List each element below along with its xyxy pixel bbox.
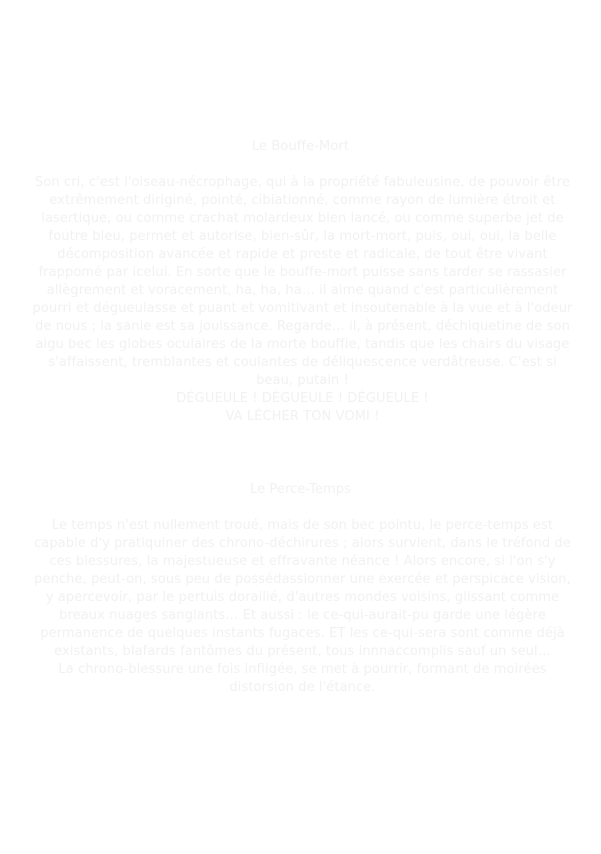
paragraph: La chrono-blessure une fois infligée, se met à pourrir, formant de moirées distorsion de l'étance. bbox=[58, 662, 547, 695]
section-title-perce-temps: Le Perce-Temps bbox=[249, 482, 352, 497]
section-body-perce-temps bbox=[30, 517, 575, 697]
section-title-bouffe-mort: Le Bouffe-Mort bbox=[251, 139, 350, 154]
section-body-bouffe-mort bbox=[30, 174, 575, 426]
paragraph: Son cri, c'est l'oiseau-nécrophage, qui à la propriété fabuleusine, de pouvoir être extrêmement diriginé, pointé, cibiationné, comme rayon de lumière étroit et lasertique, ou comme crachat molardeux bien lancé, ou comme superbe jet de foutre bleu, permet et autorise, bien-sûr, la mort-mort, puis, oui, oui, la belle décomposition avancée et rapide et preste et radicale, de tout être vivant frappomé par icelui. En sorte que le bouffe-mort puisse sans tarder se rassasier allègrement et voracement, ha, ha, ha… il aime quand c'est particulièrement pourri et dégueulasse et puant et vomitivant et insoutenable à la vue et à l'odeur de nous ; la sanie est sa jouissance. Regarde… il, à présent, déchiquetine de son aigu bec les globes oculaires de la morte bouffie, tandis que les chairs du visage s'affaissent, tremblantes et coulantes de déliquescence verdâtreuse. C'est si beau, putain ! bbox=[32, 175, 573, 388]
paragraph-exclamation: VA LÉCHER TON VOMI ! bbox=[225, 409, 380, 424]
paragraph: Le temps n'est nullement troué, mais de son bec pointu, le perce-temps est capable d'y pratiquiner des chrono-déchirures ; alors survient, dans le tréfond de ces blessures, la majestueuse et effravante néance ! Alors encore, si l'on s'y penche, peut-on, sous peu de possédassionner une exercée et perspicace vision, y apercevoir, par le pertuis dorailié, d'autres mondes voisins, glissant comme breaux nuages sanglants… Et aussi : le ce-qui-aurait-pu garde une légère permanence de quelques instants fugaces. ET les ce-qui-sera sont comme déjà existants, blafards fantômes du présent, tous innnaccomplis sauf un seul… bbox=[34, 518, 571, 659]
paragraph-exclamation: DÉGUEULE ! DÉGUEULE ! DÉGUEULE ! bbox=[176, 391, 429, 406]
